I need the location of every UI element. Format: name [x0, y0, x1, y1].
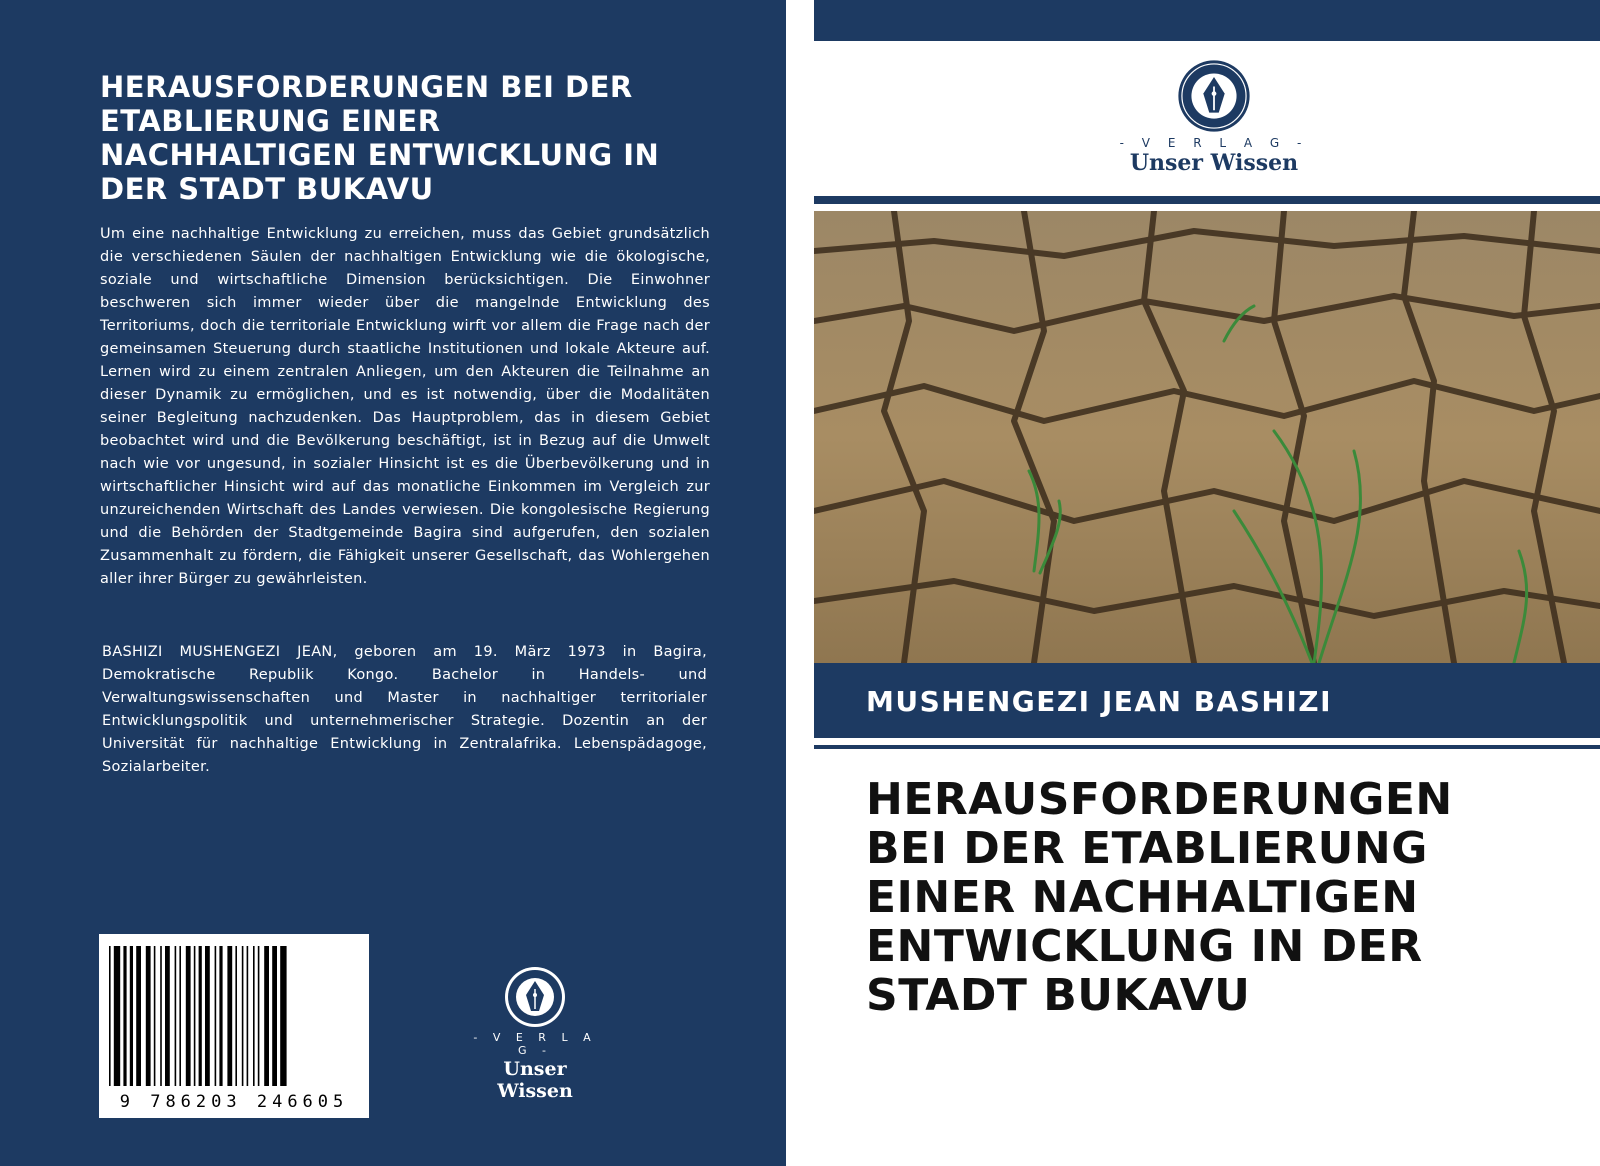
barcode-bar [227, 946, 232, 1086]
back-title-line: NACHHALTIGEN ENTWICKLUNG IN [100, 138, 660, 172]
publisher-logo-front [1084, 58, 1344, 176]
barcode-bar [179, 946, 181, 1086]
barcode-bar [109, 946, 111, 1086]
front-title-line: ENTWICKLUNG IN DER [866, 921, 1423, 972]
cover-photo [814, 211, 1600, 663]
cracked-earth-image [814, 211, 1600, 663]
front-cover-title [866, 775, 1566, 1020]
fountain-pen-nib-icon [503, 965, 567, 1029]
author-bar [814, 663, 1600, 738]
barcode-bar [114, 946, 120, 1086]
spine-gap [786, 0, 814, 1166]
publisher-small-label: - V E R L A G - [1119, 136, 1309, 150]
barcode-bar [123, 946, 126, 1086]
author-name: MUSHENGEZI JEAN BASHIZI [866, 685, 1332, 718]
back-title-line: ETABLIERUNG EINER [100, 104, 441, 138]
barcode-bar [146, 946, 151, 1086]
publisher-small-label: - V E R L A G - [473, 1031, 597, 1057]
barcode-bar [175, 946, 177, 1086]
front-title-line: BEI DER ETABLIERUNG [866, 823, 1428, 874]
back-title-line: DER STADT BUKAVU [100, 172, 434, 206]
barcode-bar [165, 946, 170, 1086]
barcode-bar [253, 946, 255, 1086]
title-rule [814, 745, 1600, 749]
book-blurb: Um eine nachhaltige Entwicklung zu erreichen, muss das Gebiet grundsätzlich die verschiedenen Säulen der nachhaltigen Entwicklung wie die ökologische, soziale und wirtschaftliche Dimension berücksichtigen. Die Einwohner beschweren sich immer wieder über die mangelnde Entwicklung des Territoriums, doch die territoriale Entwicklung wirft vor allem die Frage nach der gemeinsamen Steuerung durch staatliche Institutionen und lokale Akteure auf. Lernen wird zu einem zentralen Anliegen, um den Akteuren die Teilnahme an dieser Dynamik zu ermöglichen, und es ist notwendig, über die Modalitäten seiner Begleitung nachzudenken. Das Hauptproblem, das in diesem Gebiet beobachtet wird und die Bevölkerung beschäftigt, ist in Bezug auf die Umwelt nach wie vor ungesund, in sozialer Hinsicht ist es die Überbevölkerung und in wirtschaftlicher Hinsicht wird auf das monatliche Einkommen im Vergleich zur unzureichenden Wirtschaft des Landes verwiesen. Die kongolesische Regierung und die Behörden der Stadtgemeinde Bagira sind aufgerufen, den sozialen Zusammenhalt zu fördern, die Fähigkeit unserer Gesellschaft, das Wohlergehen aller ihrer Bürger zu gewährleisten. [100, 226, 710, 587]
front-title-line: STADT BUKAVU [866, 970, 1251, 1021]
barcode-bar [194, 946, 196, 1086]
barcode-bar [264, 946, 269, 1086]
back-cover [0, 0, 786, 1166]
barcode-bars [107, 946, 357, 1086]
isbn-barcode [99, 934, 369, 1118]
barcode-bar [215, 946, 217, 1086]
front-cover [814, 0, 1600, 1166]
barcode-bar [272, 946, 277, 1086]
barcode-bar [242, 946, 244, 1086]
barcode-bar [258, 946, 260, 1086]
barcode-bar [205, 946, 210, 1086]
top-navy-bar [814, 0, 1600, 41]
barcode-bar [219, 946, 222, 1086]
barcode-bar [247, 946, 249, 1086]
publisher-name: Unser Wissen [1129, 150, 1299, 176]
barcode-bar [235, 946, 237, 1086]
barcode-bar [186, 946, 191, 1086]
barcode-bar [280, 946, 286, 1086]
front-title-line: EINER NACHHALTIGEN [866, 872, 1419, 923]
barcode-bar [130, 946, 133, 1086]
barcode-bar [136, 946, 141, 1086]
back-cover-title [100, 70, 720, 206]
barcode-bar [160, 946, 162, 1086]
fountain-pen-nib-icon [1176, 58, 1252, 134]
barcode-bar [154, 946, 156, 1086]
back-title-line: HERAUSFORDERUNGEN BEI DER [100, 70, 633, 104]
publisher-logo-back [465, 965, 605, 1102]
isbn-number: 9 786203 246605 [119, 1092, 349, 1112]
barcode-bar [199, 946, 202, 1086]
author-bio: BASHIZI MUSHENGEZI JEAN, geboren am 19. März 1973 in Bagira, Demokratische Republik Kongo. Bachelor in Handels- und Verwaltungswissenschaften und Master in nachhaltiger territorialer Entwicklungspolitik und unternehmerischer Strategie. Dozentin an der Universität für nachhaltige Entwicklung in Zentralafrika. Lebenspädagoge, Sozialarbeiter. [102, 644, 707, 775]
photo-top-rule [814, 196, 1600, 204]
publisher-name: Unser Wissen [497, 1058, 573, 1102]
front-title-line: HERAUSFORDERUNGEN [866, 774, 1453, 825]
